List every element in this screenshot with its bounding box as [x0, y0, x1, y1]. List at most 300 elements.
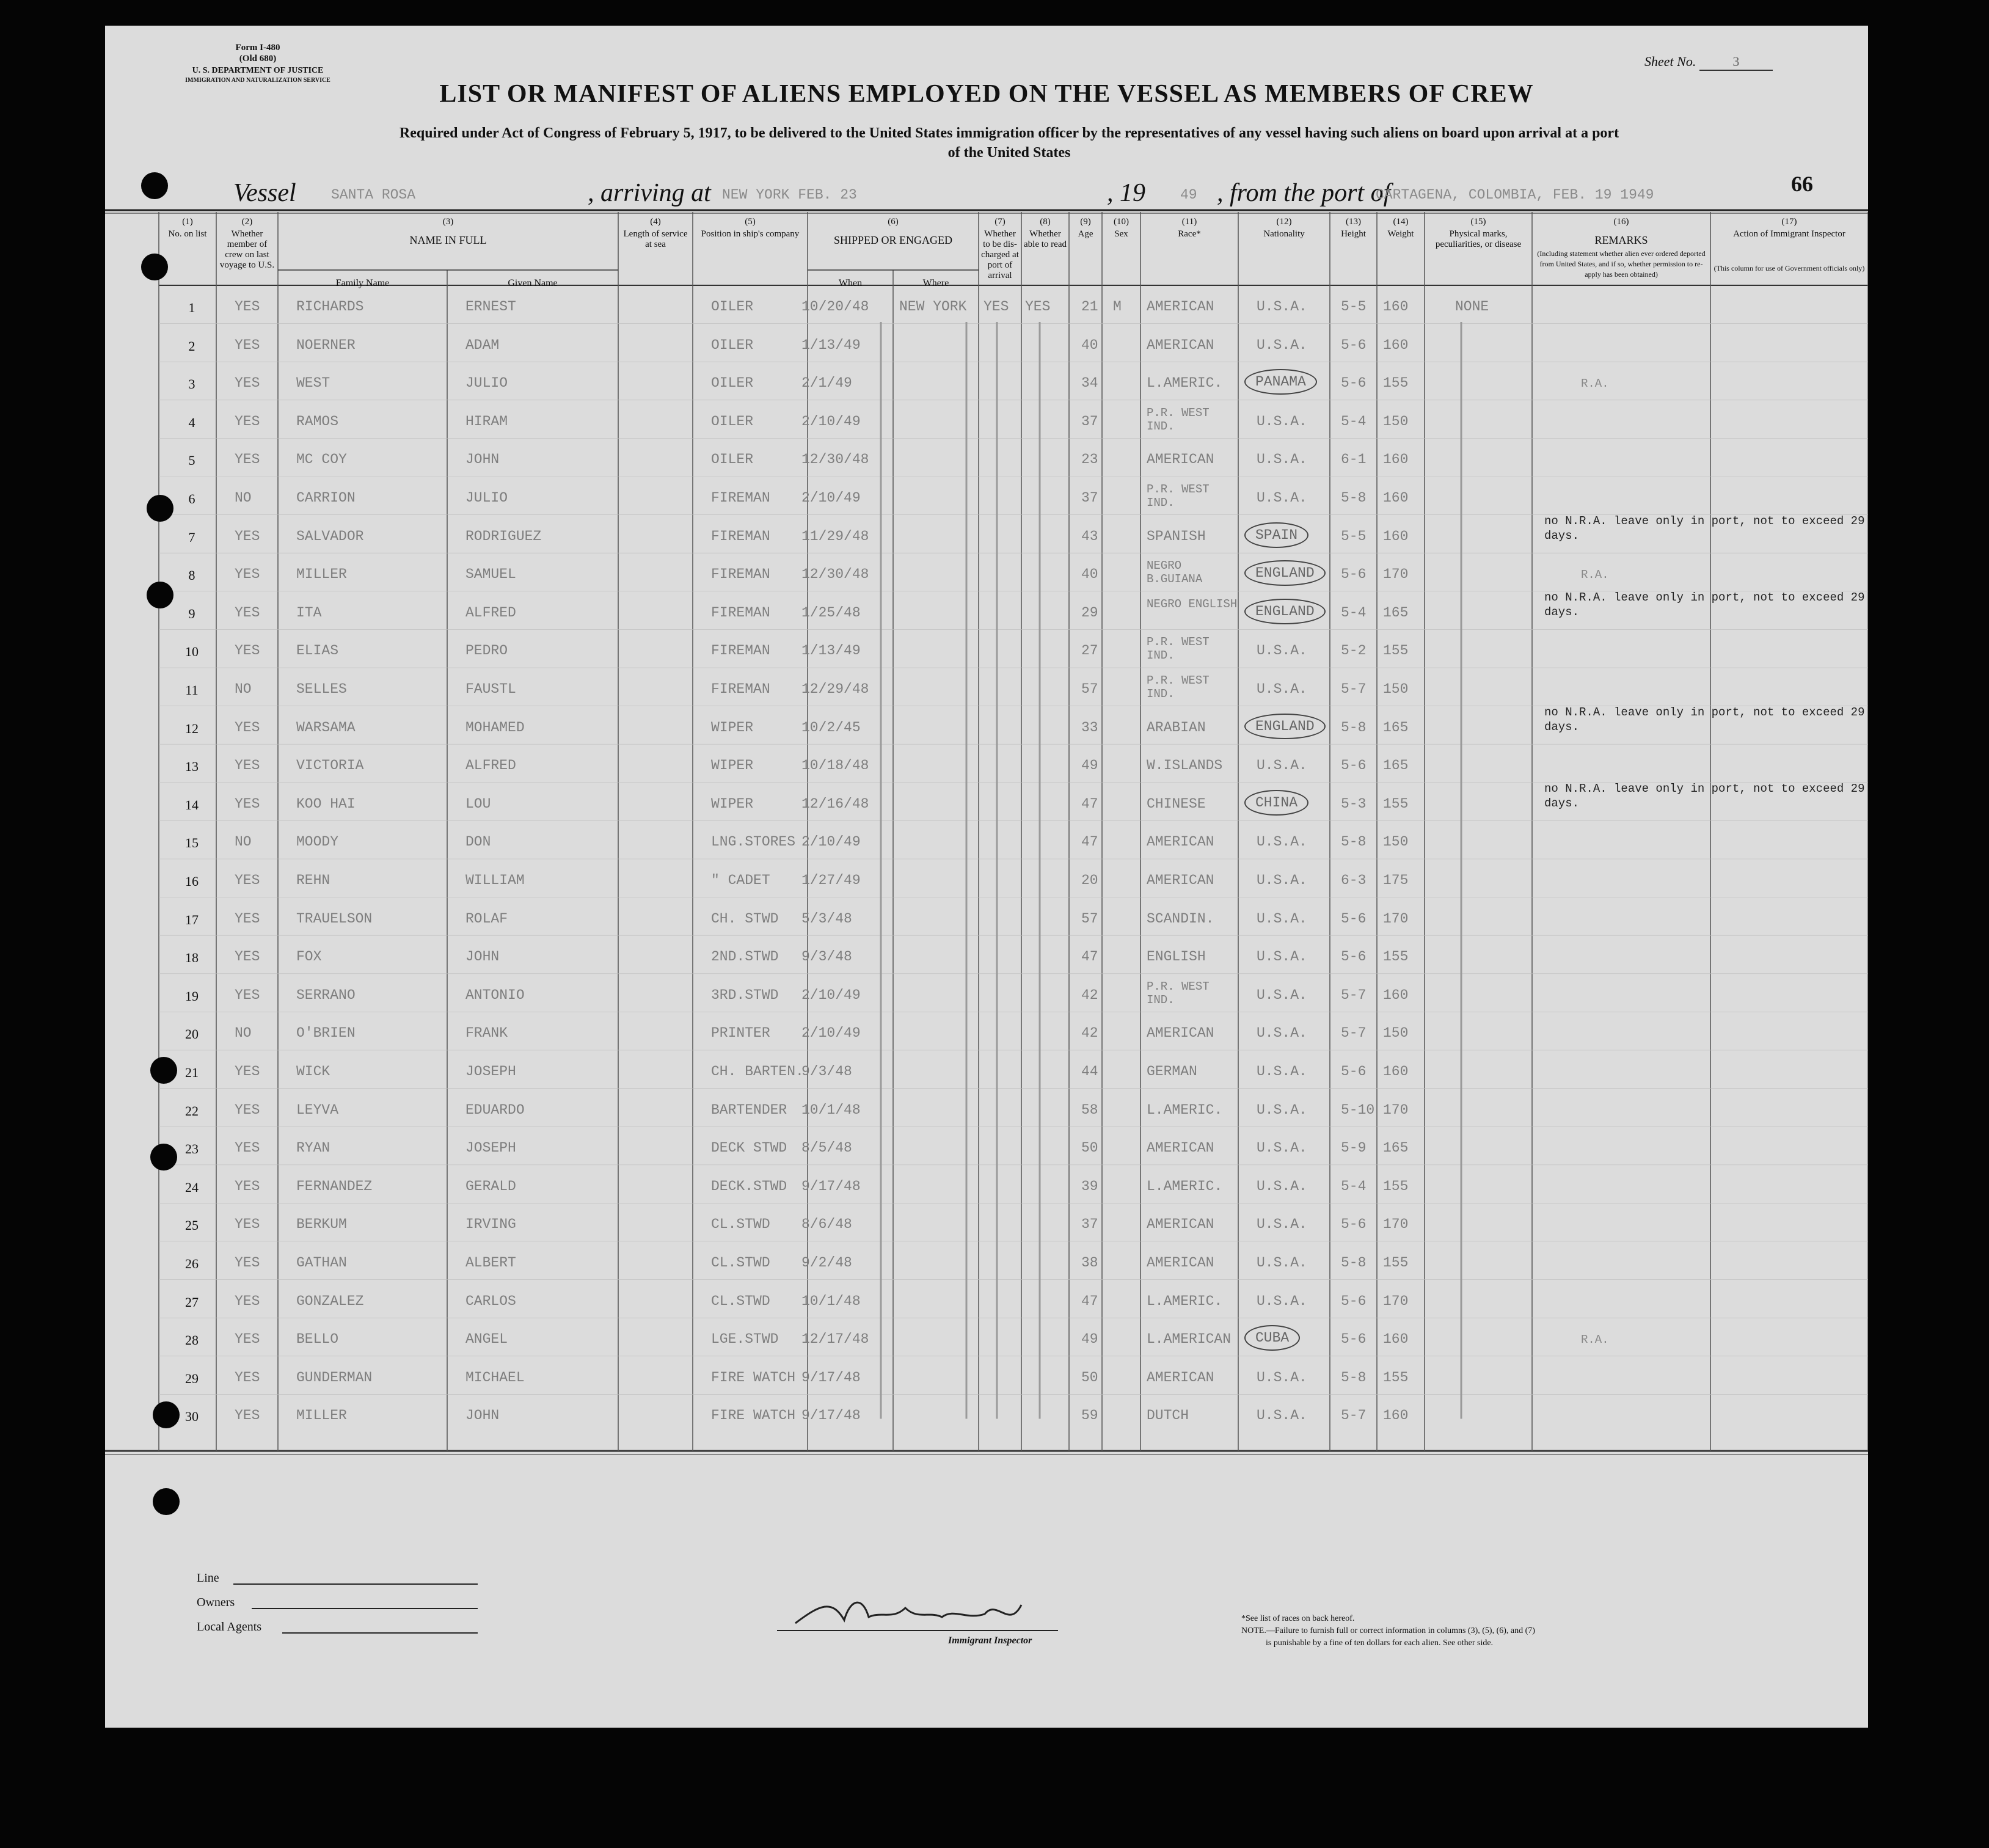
cell-height: 5-8	[1341, 834, 1367, 850]
cell-race: P.R. WEST IND.	[1147, 674, 1210, 701]
inspector-label: Immigrant Inspector	[948, 1635, 1032, 1646]
cell-family: BERKUM	[296, 1216, 347, 1233]
cell-weight: 155	[1383, 1255, 1409, 1271]
table-row	[105, 1131, 1868, 1169]
table-row	[105, 1361, 1868, 1399]
cell-age: 34	[1081, 375, 1098, 392]
cell-age: 57	[1081, 681, 1098, 697]
cell-position: LNG.STORES	[711, 834, 796, 850]
column-number: (3)	[442, 217, 454, 227]
cell-race: AMERICAN	[1147, 1025, 1214, 1042]
arriving-port: NEW YORK FEB. 23	[722, 187, 857, 203]
form-number: Form I-480	[235, 43, 280, 53]
cell-crew: NO	[235, 490, 252, 506]
table-row	[105, 1017, 1868, 1054]
cell-family: VICTORIA	[296, 758, 364, 774]
cell-height: 5-10	[1341, 1101, 1375, 1118]
row-number: 23	[185, 1141, 199, 1157]
cell-height: 5-7	[1341, 987, 1367, 1003]
column-header: Length of service at sea	[623, 229, 688, 249]
row-number: 26	[185, 1256, 199, 1271]
cell-race: L.AMERICAN	[1147, 1331, 1232, 1348]
cell-given: GERALD	[465, 1178, 516, 1194]
cell-height: 6-1	[1341, 451, 1367, 468]
column-header: Sex	[1114, 229, 1128, 239]
cell-family: GUNDERMAN	[296, 1369, 373, 1386]
row-number: 28	[185, 1332, 199, 1348]
cell-race: CHINESE	[1147, 795, 1206, 812]
column-header: No. on list	[168, 229, 207, 239]
cell-height: 6-3	[1341, 872, 1367, 888]
cell-family: LEYVA	[296, 1101, 339, 1118]
row-number: 11	[185, 682, 199, 698]
column-header: SHIPPED OR ENGAGED	[833, 234, 952, 246]
cell-age: 37	[1081, 1216, 1098, 1233]
punch-hole	[141, 172, 168, 199]
cell-crew: NO	[235, 1025, 252, 1042]
cell-crew: YES	[235, 795, 260, 812]
row-number: 4	[188, 414, 195, 430]
cell-height: 5-8	[1341, 719, 1367, 736]
table-row	[105, 1170, 1868, 1208]
row-number: 8	[188, 568, 195, 583]
cell-remarks: no N.R.A. leave only in port, not to exceed 29 days.	[1544, 590, 1865, 619]
cell-weight: 150	[1383, 413, 1409, 429]
cell-when: 2/10/49	[801, 490, 861, 506]
table-row	[105, 634, 1868, 672]
cell-age: 29	[1081, 604, 1098, 621]
cell-weight: 175	[1383, 872, 1409, 888]
cell-race: P.R. WEST IND.	[1147, 979, 1210, 1007]
row-number: 10	[185, 644, 199, 660]
row-number: 18	[185, 950, 199, 966]
cell-position: FIREMAN	[711, 604, 770, 621]
column-header: Physical marks, peculiarities, or disease	[1435, 229, 1522, 249]
column-number: (1)	[182, 217, 193, 227]
cell-weight: 150	[1383, 1025, 1409, 1042]
cell-race: AMERICAN	[1147, 451, 1214, 468]
cell-weight: 150	[1383, 681, 1409, 697]
cell-given: MICHAEL	[465, 1369, 525, 1386]
cell-family: RYAN	[296, 1140, 330, 1156]
cell-nat: U.S.A.	[1257, 872, 1307, 888]
table-row	[105, 1094, 1868, 1131]
table-row	[105, 1399, 1868, 1437]
cell-age: 47	[1081, 1293, 1098, 1309]
row-number: 15	[185, 835, 199, 851]
table-row	[105, 864, 1868, 902]
cell-race: SPANISH	[1147, 528, 1206, 544]
cell-given: ALFRED	[465, 758, 516, 774]
column-header: Whether to be dis-charged at port of arrival	[981, 229, 1019, 280]
cell-age: 27	[1081, 643, 1098, 659]
cell-position: " CADET	[711, 872, 770, 888]
cell-height: 5-8	[1341, 1255, 1367, 1271]
cell-weight: 170	[1383, 1216, 1409, 1233]
cell-weight: 165	[1383, 604, 1409, 621]
cell-height: 5-6	[1341, 1064, 1367, 1079]
cell-weight: 160	[1383, 490, 1409, 506]
cell-family: RICHARDS	[296, 299, 364, 315]
cell-crew: YES	[235, 1293, 260, 1309]
cell-height: 5-6	[1341, 375, 1367, 392]
cell-when: 12/16/48	[801, 795, 869, 812]
punch-hole	[147, 582, 173, 608]
service-name: IMMIGRATION AND NATURALIZATION SERVICE	[185, 77, 330, 84]
cell-position: CL.STWD	[711, 1216, 770, 1233]
cell-nat: U.S.A.	[1257, 1064, 1307, 1079]
cell-age: 42	[1081, 987, 1098, 1003]
column-header: Whether able to read	[1024, 229, 1067, 249]
cell-race: DUTCH	[1147, 1408, 1189, 1424]
cell-race: AMERICAN	[1147, 872, 1214, 888]
cell-nat: U.S.A.	[1257, 834, 1307, 850]
cell-race: AMERICAN	[1147, 1140, 1214, 1156]
cell-given: JOHN	[465, 1408, 500, 1424]
cell-age: 33	[1081, 719, 1098, 736]
cell-height: 5-6	[1341, 949, 1367, 965]
cell-height: 5-4	[1341, 413, 1367, 429]
cell-nat: U.S.A.	[1257, 451, 1307, 468]
column-header: REMARKS	[1594, 234, 1648, 246]
form-old-number: (Old 680)	[239, 54, 277, 64]
cell-height: 5-8	[1341, 490, 1367, 506]
column-number: (12)	[1276, 217, 1292, 227]
row-number: 22	[185, 1103, 199, 1119]
cell-position: DECK STWD	[711, 1140, 787, 1156]
cell-when: 9/17/48	[801, 1369, 861, 1386]
cell-crew: YES	[235, 1408, 260, 1424]
cell-position: FIREMAN	[711, 490, 770, 506]
cell-race: AMERICAN	[1147, 1255, 1214, 1271]
cell-height: 5-6	[1341, 1331, 1367, 1348]
table-row	[105, 902, 1868, 940]
cell-nat: CHINA	[1244, 790, 1308, 816]
column-number: (16)	[1613, 217, 1629, 227]
cell-when: 10/1/48	[801, 1293, 861, 1309]
cell-age: 47	[1081, 795, 1098, 812]
cell-position: FIREMAN	[711, 566, 770, 583]
cell-weight: 155	[1383, 795, 1409, 812]
column-header: Height	[1341, 229, 1366, 239]
cell-age: 38	[1081, 1255, 1098, 1271]
cell-height: 5-9	[1341, 1140, 1367, 1156]
table-row	[105, 705, 1868, 749]
column-number: (9)	[1080, 217, 1091, 227]
cell-given: JOSEPH	[465, 1064, 516, 1079]
cell-height: 5-7	[1341, 1408, 1367, 1424]
cell-remarks: R.A.	[1581, 377, 1609, 391]
cell-position: OILER	[711, 337, 754, 353]
cell-weight: 160	[1383, 1064, 1409, 1079]
cell-given: DON	[465, 834, 491, 850]
table-row	[105, 1323, 1868, 1360]
cell-crew: YES	[235, 910, 260, 927]
cell-weight: 165	[1383, 719, 1409, 736]
cell-height: 5-4	[1341, 604, 1367, 621]
cell-height: 5-3	[1341, 795, 1367, 812]
row-number: 30	[185, 1409, 199, 1425]
cell-height: 5-7	[1341, 1025, 1367, 1042]
table-row	[105, 329, 1868, 367]
cell-height: 5-6	[1341, 337, 1367, 353]
cell-when: 1/13/49	[801, 337, 861, 353]
cell-when: 9/3/48	[801, 949, 852, 965]
cell-family: KOO HAI	[296, 795, 356, 812]
cell-family: MC COY	[296, 451, 347, 468]
cell-position: WIPER	[711, 758, 754, 774]
cell-race: AMERICAN	[1147, 834, 1214, 850]
when-subheader: When	[838, 278, 863, 288]
cell-weight: 155	[1383, 949, 1409, 965]
cell-read: YES	[1025, 299, 1051, 315]
page-number: 66	[1791, 172, 1813, 196]
cell-height: 5-2	[1341, 643, 1367, 659]
cell-position: CH. BARTEN.	[711, 1064, 804, 1079]
cell-height: 5-5	[1341, 299, 1367, 315]
cell-crew: YES	[235, 758, 260, 774]
row-number: 9	[188, 605, 195, 621]
cell-age: 37	[1081, 413, 1098, 429]
local-agents-label: Local Agents	[197, 1620, 262, 1634]
cell-nat: U.S.A.	[1257, 337, 1307, 353]
column-header: Whether member of crew on last voyage to U.S.	[219, 229, 275, 270]
cell-crew: YES	[235, 1064, 260, 1079]
cell-crew: YES	[235, 1216, 260, 1233]
column-number: (10)	[1114, 217, 1129, 227]
cell-disch: YES	[984, 299, 1009, 315]
cell-nat: U.S.A.	[1257, 299, 1307, 315]
cell-position: 2ND.STWD	[711, 949, 779, 965]
cell-crew: YES	[235, 299, 260, 315]
row-number: 6	[188, 491, 195, 506]
cell-given: ROLAF	[465, 910, 508, 927]
cell-when: 2/10/49	[801, 1025, 861, 1042]
cell-when: 8/6/48	[801, 1216, 852, 1233]
cell-nat: U.S.A.	[1257, 1369, 1307, 1386]
cell-nat: U.S.A.	[1257, 987, 1307, 1003]
cell-position: CH. STWD	[711, 910, 779, 927]
cell-crew: YES	[235, 1255, 260, 1271]
cell-age: 42	[1081, 1025, 1098, 1042]
cell-nat: ENGLAND	[1244, 599, 1326, 624]
cell-age: 47	[1081, 949, 1098, 965]
cell-crew: YES	[235, 375, 260, 392]
cell-when: 12/29/48	[801, 681, 869, 697]
table-row	[105, 405, 1868, 443]
cell-race: AMERICAN	[1147, 1369, 1214, 1386]
year-value: 49	[1180, 187, 1197, 203]
cell-weight: 160	[1383, 337, 1409, 353]
cell-height: 5-6	[1341, 566, 1367, 583]
cell-weight: 155	[1383, 375, 1409, 392]
cell-position: FIRE WATCH	[711, 1408, 796, 1424]
column-number: (7)	[994, 217, 1005, 227]
cell-nat: U.S.A.	[1257, 490, 1307, 506]
cell-family: WARSAMA	[296, 719, 356, 736]
cell-remarks: R.A.	[1581, 568, 1609, 582]
column-header: Action of Immigrant Inspector	[1733, 229, 1845, 239]
column-number: (17)	[1781, 217, 1797, 227]
cell-position: FIREMAN	[711, 681, 770, 697]
cell-nat: U.S.A.	[1257, 1216, 1307, 1233]
cell-crew: YES	[235, 604, 260, 621]
cell-age: 40	[1081, 566, 1098, 583]
cell-age: 47	[1081, 834, 1098, 850]
cell-family: TRAUELSON	[296, 910, 373, 927]
punch-hole	[150, 1144, 177, 1171]
cell-weight: 155	[1383, 1178, 1409, 1194]
cell-age: 23	[1081, 451, 1098, 468]
cell-crew: YES	[235, 528, 260, 544]
cell-when: 1/25/48	[801, 604, 861, 621]
cell-race: GERMAN	[1147, 1064, 1197, 1079]
cell-given: JULIO	[465, 490, 508, 506]
cell-when: 1/13/49	[801, 643, 861, 659]
cell-crew: YES	[235, 949, 260, 965]
cell-given: EDUARDO	[465, 1101, 525, 1118]
department-name: U. S. DEPARTMENT OF JUSTICE	[192, 66, 324, 75]
cell-family: WICK	[296, 1064, 330, 1079]
cell-where: NEW YORK	[899, 299, 967, 315]
cell-race: SCANDIN.	[1147, 910, 1214, 927]
owners-label: Owners	[197, 1596, 235, 1609]
cell-position: DECK.STWD	[711, 1178, 787, 1194]
cell-remarks: R.A.	[1581, 1333, 1609, 1347]
cell-family: ELIAS	[296, 643, 339, 659]
cell-race: L.AMERIC.	[1147, 1178, 1223, 1194]
cell-weight: 160	[1383, 1408, 1409, 1424]
cell-given: JOSEPH	[465, 1140, 516, 1156]
table-row	[105, 825, 1868, 863]
cell-race: W.ISLANDS	[1147, 758, 1223, 774]
row-number: 21	[185, 1065, 199, 1080]
table-row	[105, 590, 1868, 634]
cell-position: OILER	[711, 413, 754, 429]
table-row	[105, 979, 1868, 1017]
table-row	[105, 1055, 1868, 1093]
cell-weight: 150	[1383, 834, 1409, 850]
cell-nat: U.S.A.	[1257, 1101, 1307, 1118]
cell-when: 2/10/49	[801, 834, 861, 850]
row-number: 1	[188, 300, 195, 315]
cell-given: CARLOS	[465, 1293, 516, 1309]
cell-when: 9/17/48	[801, 1408, 861, 1424]
cell-when: 2/10/49	[801, 413, 861, 429]
punch-hole	[147, 495, 173, 522]
cell-weight: 165	[1383, 758, 1409, 774]
cell-family: REHN	[296, 872, 330, 888]
cell-age: 20	[1081, 872, 1098, 888]
cell-given: JULIO	[465, 375, 508, 392]
row-number: 27	[185, 1294, 199, 1310]
cell-family: WEST	[296, 375, 330, 392]
cell-crew: YES	[235, 987, 260, 1003]
cell-nat: U.S.A.	[1257, 1408, 1307, 1424]
cell-given: PEDRO	[465, 643, 508, 659]
footer-notes: *See list of races on back hereof. NOTE.—Failure to furnish full or correct information in columns (3), (5), (6), and (7) is punishable by a fine of ten dollars for each alien. See other side.	[1241, 1614, 1535, 1648]
cell-weight: 160	[1383, 528, 1409, 544]
cell-crew: YES	[235, 413, 260, 429]
cell-nat: PANAMA	[1244, 369, 1317, 395]
cell-crew: YES	[235, 451, 260, 468]
cell-height: 5-4	[1341, 1178, 1367, 1194]
cell-nat: U.S.A.	[1257, 949, 1307, 965]
cell-given: ANTONIO	[465, 987, 525, 1003]
remarks-note: (Including statement whether alien ever ordered deported from United States, and if so, whether permission to re-apply has been obtained)	[1537, 249, 1706, 279]
cell-weight: 155	[1383, 643, 1409, 659]
column-number: (14)	[1393, 217, 1409, 227]
row-number: 17	[185, 911, 199, 927]
cell-age: 49	[1081, 758, 1098, 774]
cell-race: P.R. WEST IND.	[1147, 406, 1210, 433]
cell-nat: U.S.A.	[1257, 1293, 1307, 1309]
row-number: 2	[188, 338, 195, 354]
row-number: 13	[185, 759, 199, 775]
cell-family: MOODY	[296, 834, 339, 850]
cell-nat: SPAIN	[1244, 522, 1308, 548]
cell-family: NOERNER	[296, 337, 356, 353]
table-row	[105, 1246, 1868, 1284]
cell-race: L.AMERIC.	[1147, 1293, 1223, 1309]
cell-given: JOHN	[465, 949, 500, 965]
row-number: 12	[185, 720, 199, 736]
cell-given: ADAM	[465, 337, 500, 353]
cell-position: FIREMAN	[711, 643, 770, 659]
cell-race: L.AMERIC.	[1147, 375, 1223, 392]
column-number: (13)	[1346, 217, 1361, 227]
given-name-subheader: Given Name	[508, 278, 558, 288]
cell-race: AMERICAN	[1147, 299, 1214, 315]
cell-remarks: no N.R.A. leave only in port, not to exceed 29 days.	[1544, 781, 1865, 810]
cell-race: AMERICAN	[1147, 1216, 1214, 1233]
cell-weight: 160	[1383, 987, 1409, 1003]
cell-age: 59	[1081, 1408, 1098, 1424]
cell-family: MILLER	[296, 1408, 347, 1424]
cell-given: ALBERT	[465, 1255, 516, 1271]
cell-given: RODRIGUEZ	[465, 528, 542, 544]
cell-given: FAUSTL	[465, 681, 516, 697]
cell-family: O'BRIEN	[296, 1025, 356, 1042]
cell-family: ITA	[296, 604, 322, 621]
cell-age: 50	[1081, 1140, 1098, 1156]
cell-race: ENGLISH	[1147, 949, 1206, 965]
cell-race: AMERICAN	[1147, 337, 1214, 353]
family-name-subheader: Family Name	[335, 278, 390, 288]
action-note: (This column for use of Government officials only)	[1713, 264, 1865, 272]
row-number: 5	[188, 453, 195, 469]
page-title: LIST OR MANIFEST OF ALIENS EMPLOYED ON THE VESSEL AS MEMBERS OF CREW	[439, 80, 1534, 108]
cell-when: 10/1/48	[801, 1101, 861, 1118]
cell-crew: YES	[235, 643, 260, 659]
cell-position: PRINTER	[711, 1025, 770, 1042]
cell-crew: YES	[235, 1331, 260, 1348]
column-header: Race*	[1178, 229, 1201, 239]
cell-nat: U.S.A.	[1257, 910, 1307, 927]
cell-weight: 160	[1383, 1331, 1409, 1348]
cell-when: 10/20/48	[801, 299, 869, 315]
cell-given: ANGEL	[465, 1331, 508, 1348]
cell-family: SALVADOR	[296, 528, 364, 544]
cell-race: ARABIAN	[1147, 719, 1206, 736]
row-number: 16	[185, 874, 199, 889]
row-number: 24	[185, 1179, 199, 1195]
cell-family: FERNANDEZ	[296, 1178, 373, 1194]
column-number: (2)	[241, 217, 253, 227]
table-row	[105, 290, 1868, 328]
cell-age: 43	[1081, 528, 1098, 544]
cell-height: 5-6	[1341, 758, 1367, 774]
